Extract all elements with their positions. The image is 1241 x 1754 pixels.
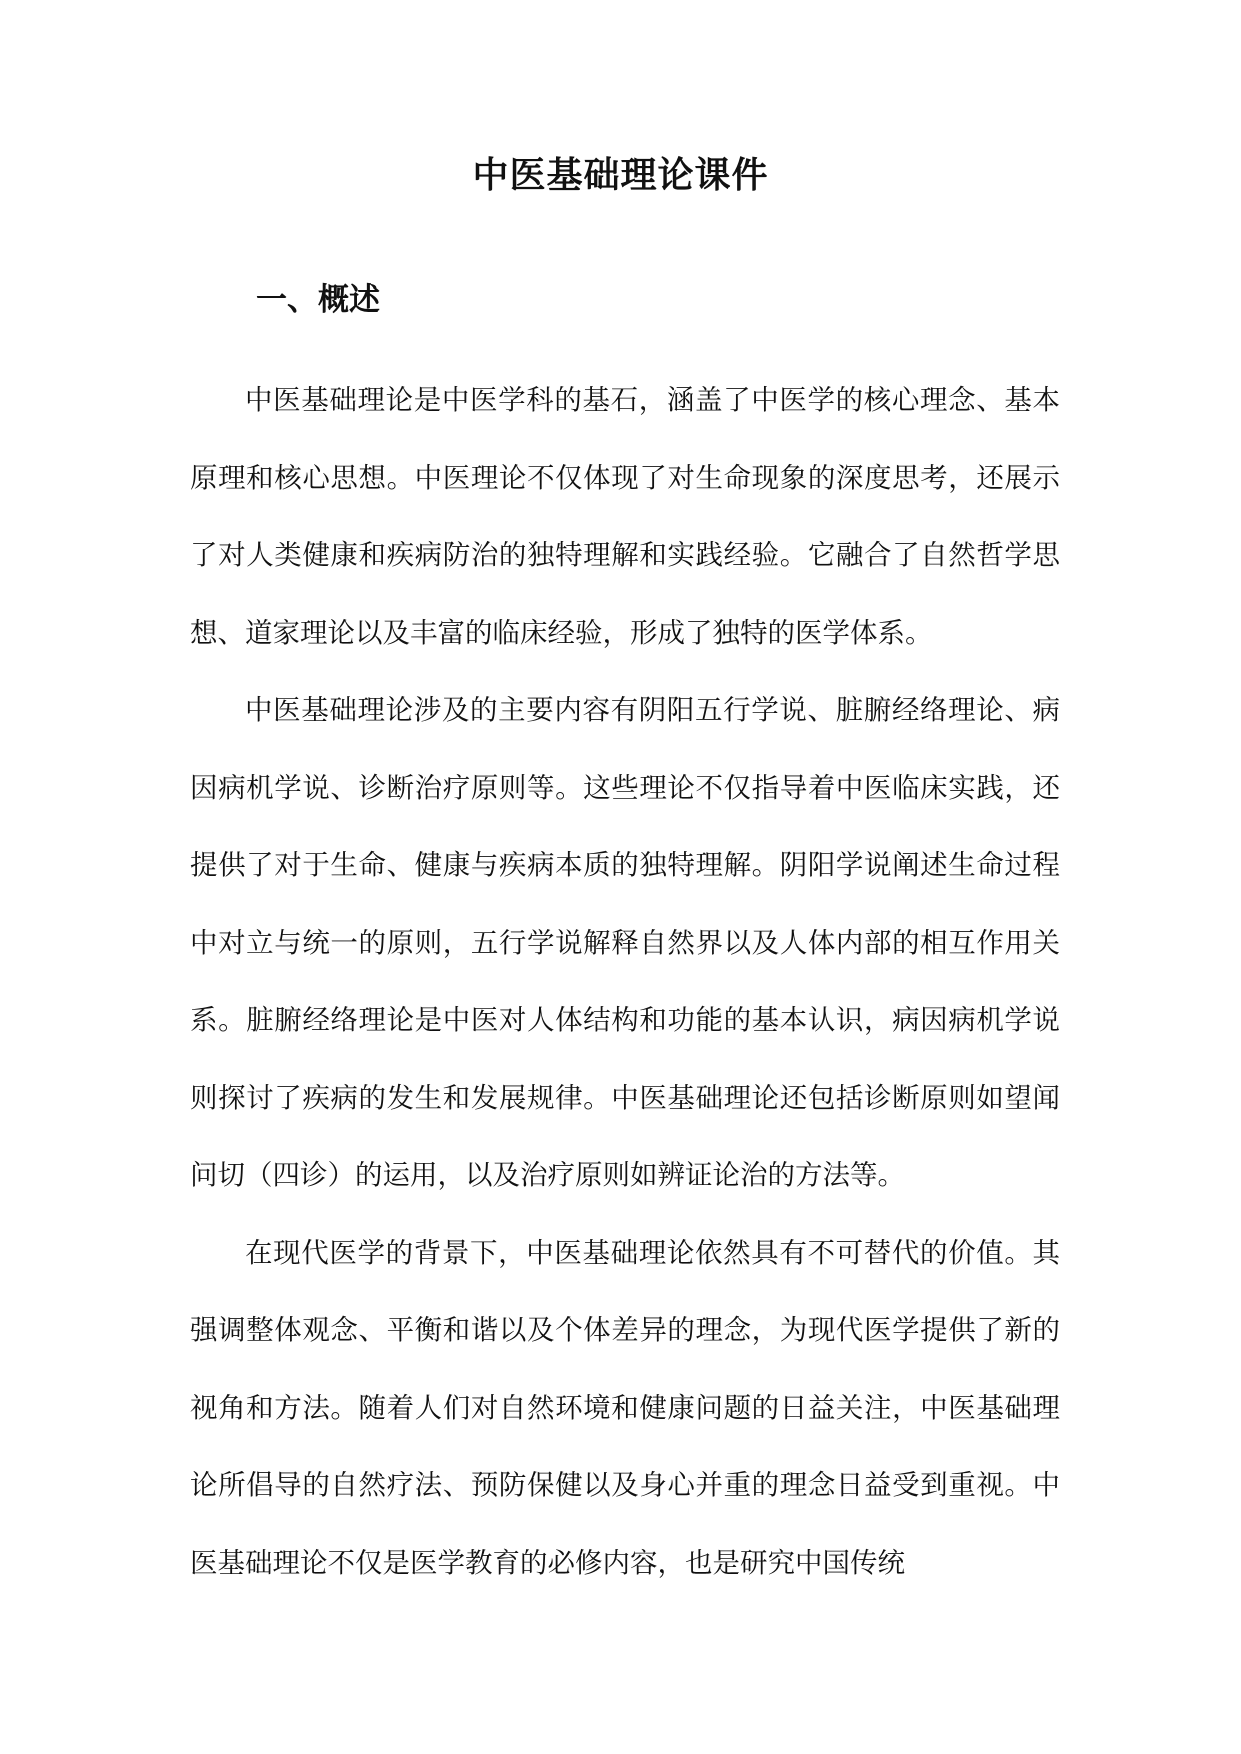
paragraph-overview-1: 中医基础理论是中医学科的基石，涵盖了中医学的核心理念、基本原理和核心思想。中医理论不仅体现了对生命现象的深度思考，还展示了对人类健康和疾病防治的独特理解和实践经验。它融合了自然哲学思想、道家理论以及丰富的临床经验，形成了独特的医学体系。 xyxy=(190,384,1060,649)
section-heading: 一、概述 xyxy=(256,282,380,318)
body-text xyxy=(190,362,1060,1602)
paragraph-overview-2: 中医基础理论涉及的主要内容有阴阳五行学说、脏腑经络理论、病因病机学说、诊断治疗原则等。这些理论不仅指导着中医临床实践，还提供了对于生命、健康与疾病本质的独特理解。阴阳学说阐述生命过程中对立与统一的原则，五行学说解释自然界以及人体内部的相互作用关系。脏腑经络理论是中医对人体结构和功能的基本认识，病因病机学说则探讨了疾病的发生和发展规律。中医基础理论还包括诊断原则如望闻问切（四诊）的运用，以及治疗原则如辨证论治的方法等。 xyxy=(190,694,1060,1191)
document-title: 中医基础理论课件 xyxy=(472,154,769,196)
paragraph-overview-3: 在现代医学的背景下，中医基础理论依然具有不可替代的价值。其强调整体观念、平衡和谐以及个体差异的理念，为现代医学提供了新的视角和方法。随着人们对自然环境和健康问题的日益关注，中医基础理论所倡导的自然疗法、预防保健以及身心并重的理念日益受到重视。中医基础理论不仅是医学教育的必修内容，也是研究中国传统 xyxy=(190,1236,1060,1579)
